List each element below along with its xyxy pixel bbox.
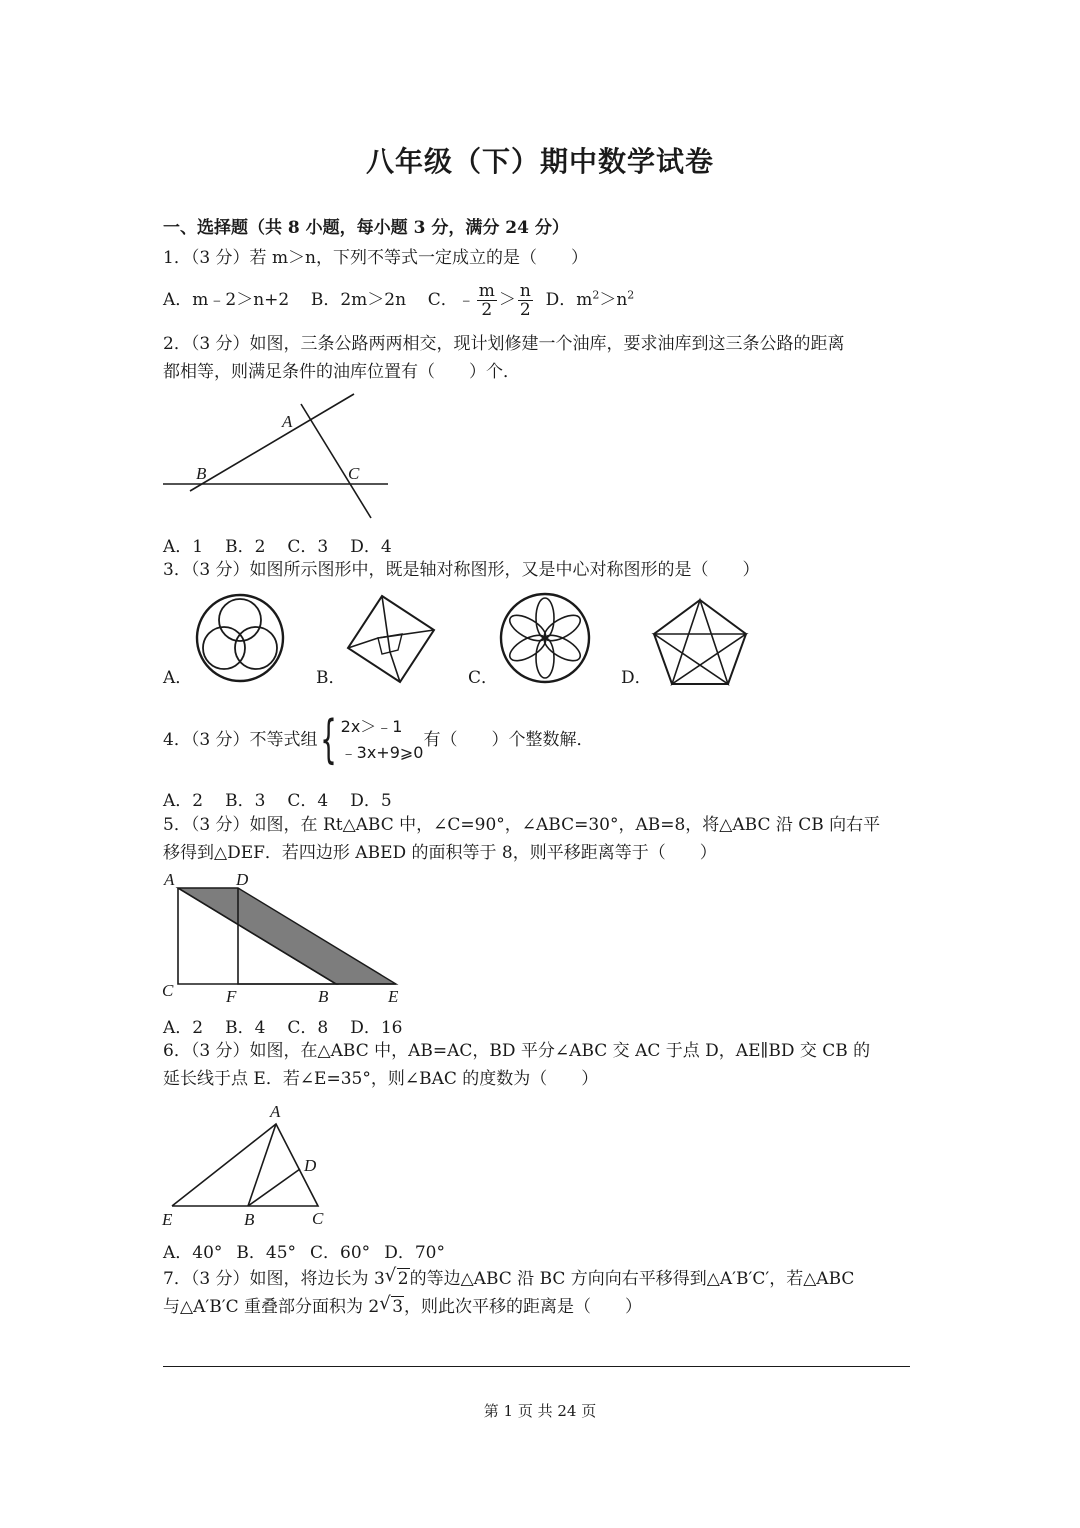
question-6-options xyxy=(163,1238,467,1263)
question-6-line2: 延长线于点 E．若∠E=35°，则∠BAC 的度数为（ ） xyxy=(163,1069,599,1089)
question-2-line2: 都相等，则满足条件的油库位置有（ ）个． xyxy=(163,362,520,382)
q3-option-a: A． xyxy=(163,668,193,688)
q6-option-d: D．70° xyxy=(384,1243,445,1263)
q4-eq1: 2x＞﹣1 xyxy=(340,717,403,736)
label-a: A xyxy=(270,1102,281,1121)
q4-prefix: 4．（3 分）不等式组 xyxy=(163,730,318,750)
q2-roads-figure xyxy=(160,388,400,524)
section-heading: 一、选择题（共 8 小题，每小题 3 分，满分 24 分） xyxy=(163,218,569,238)
question-7-line2: 与△A′B′C 重叠部分面积为 2 √ 3，则此次平移的距离是（ ） xyxy=(163,1293,643,1317)
q4-suffix: 有（ ）个整数解． xyxy=(423,730,594,750)
page-title: 八年级（下）期中数学试卷 xyxy=(365,145,714,178)
question-4-stem xyxy=(163,710,593,770)
q5-option-b: B．4 xyxy=(225,1018,266,1038)
label-a: A xyxy=(282,412,293,431)
shaded-quad-abed xyxy=(178,888,396,984)
brace-icon: { xyxy=(319,710,337,770)
label-e: E xyxy=(388,987,399,1006)
label-c: C xyxy=(348,464,360,483)
question-1-options xyxy=(163,282,634,319)
label-d: D xyxy=(304,1156,317,1175)
q3-figure-b xyxy=(342,592,438,688)
q4-system xyxy=(341,714,424,766)
label-b: B xyxy=(196,464,207,483)
q3-option-c: C． xyxy=(468,668,499,688)
label-e: E xyxy=(162,1210,173,1229)
question-5-options xyxy=(163,1013,425,1038)
q1-option-c: C．﹣ $\frac{m}{2}$ ＞ $\frac{n}{2}$ xyxy=(427,281,531,320)
q5-option-a: A．2 xyxy=(163,1018,204,1038)
q3-option-b: B． xyxy=(316,668,346,688)
q5-option-c: C．8 xyxy=(287,1018,329,1038)
question-6-line1: 6．（3 分）如图，在△ABC 中，AB=AC，BD 平分∠ABC 交 AC 于点 D，AE∥BD 交 CB 的 xyxy=(163,1041,871,1061)
label-c: C xyxy=(312,1209,324,1228)
sqrt-2: √ 2 xyxy=(384,1265,409,1289)
q3-figure-c xyxy=(495,590,595,690)
q2-option-a: A．1 xyxy=(163,537,204,557)
q4-option-a: A．2 xyxy=(163,791,204,811)
road-line-ab xyxy=(190,394,354,491)
label-c: C xyxy=(162,981,174,1000)
q5-translation-figure xyxy=(158,868,408,1008)
q4-option-b: B．3 xyxy=(225,791,266,811)
page-number: 第 1 页 共 24 页 xyxy=(483,1402,597,1420)
q6-option-a: A．40° xyxy=(163,1243,223,1263)
question-2-line1: 2．（3 分）如图，三条公路两两相交，现计划修建一个油库，要求油库到这三条公路的距离 xyxy=(163,334,845,354)
segment-bd xyxy=(248,1169,300,1206)
q2-option-d: D．4 xyxy=(350,537,392,557)
q2-option-b: B．2 xyxy=(225,537,266,557)
label-f: F xyxy=(226,987,237,1006)
question-5-line1: 5．（3 分）如图，在 Rt△ABC 中，∠C=90°，∠ABC=30°，AB=8，将△ABC 沿 CB 向右平 xyxy=(163,815,881,835)
q6-option-b: B．45° xyxy=(236,1243,297,1263)
question-2-options xyxy=(163,532,414,557)
sqrt-3: √ 3 xyxy=(379,1293,404,1317)
triangle-lines xyxy=(172,1124,318,1206)
label-d: D xyxy=(236,870,249,889)
road-line-ac xyxy=(301,404,371,518)
q3-option-d: D． xyxy=(621,668,652,688)
q1-option-a: A．m﹣2＞n+2 xyxy=(163,290,290,310)
q4-option-d: D．5 xyxy=(350,791,392,811)
label-a: A xyxy=(164,870,175,889)
q1-option-b: B．2m＞2n xyxy=(310,290,407,310)
question-3-stem: 3．（3 分）如图所示图形中，既是轴对称图形，又是中心对称图形的是（ ） xyxy=(163,560,760,580)
q5-option-d: D．16 xyxy=(350,1018,403,1038)
q6-option-c: C．60° xyxy=(310,1243,371,1263)
question-7-line1: 7．（3 分）如图，将边长为 3 √ 2的等边△ABC 沿 BC 方向向右平移得到△A′B′C′，若△ABC xyxy=(163,1265,855,1289)
q3-figure-d xyxy=(648,594,752,690)
segment-ab xyxy=(248,1124,276,1206)
q2-option-c: C．3 xyxy=(287,537,329,557)
footer-divider xyxy=(163,1366,910,1367)
label-b: B xyxy=(244,1210,255,1229)
question-4-options xyxy=(163,786,414,811)
question-1-stem: 1．（3 分）若 m＞n，下列不等式一定成立的是（ ） xyxy=(163,248,589,268)
q1-option-d: D．$m^2>n^2$ xyxy=(545,288,635,310)
q3-figure-a xyxy=(190,590,290,690)
label-b: B xyxy=(318,987,329,1006)
question-5-line2: 移得到△DEF．若四边形 ABED 的面积等于 8，则平移距离等于（ ） xyxy=(163,843,717,863)
q4-option-c: C．4 xyxy=(287,791,329,811)
q6-triangle-figure xyxy=(158,1096,338,1232)
q4-eq2: ﹣3x+9⩾0 xyxy=(340,743,424,762)
